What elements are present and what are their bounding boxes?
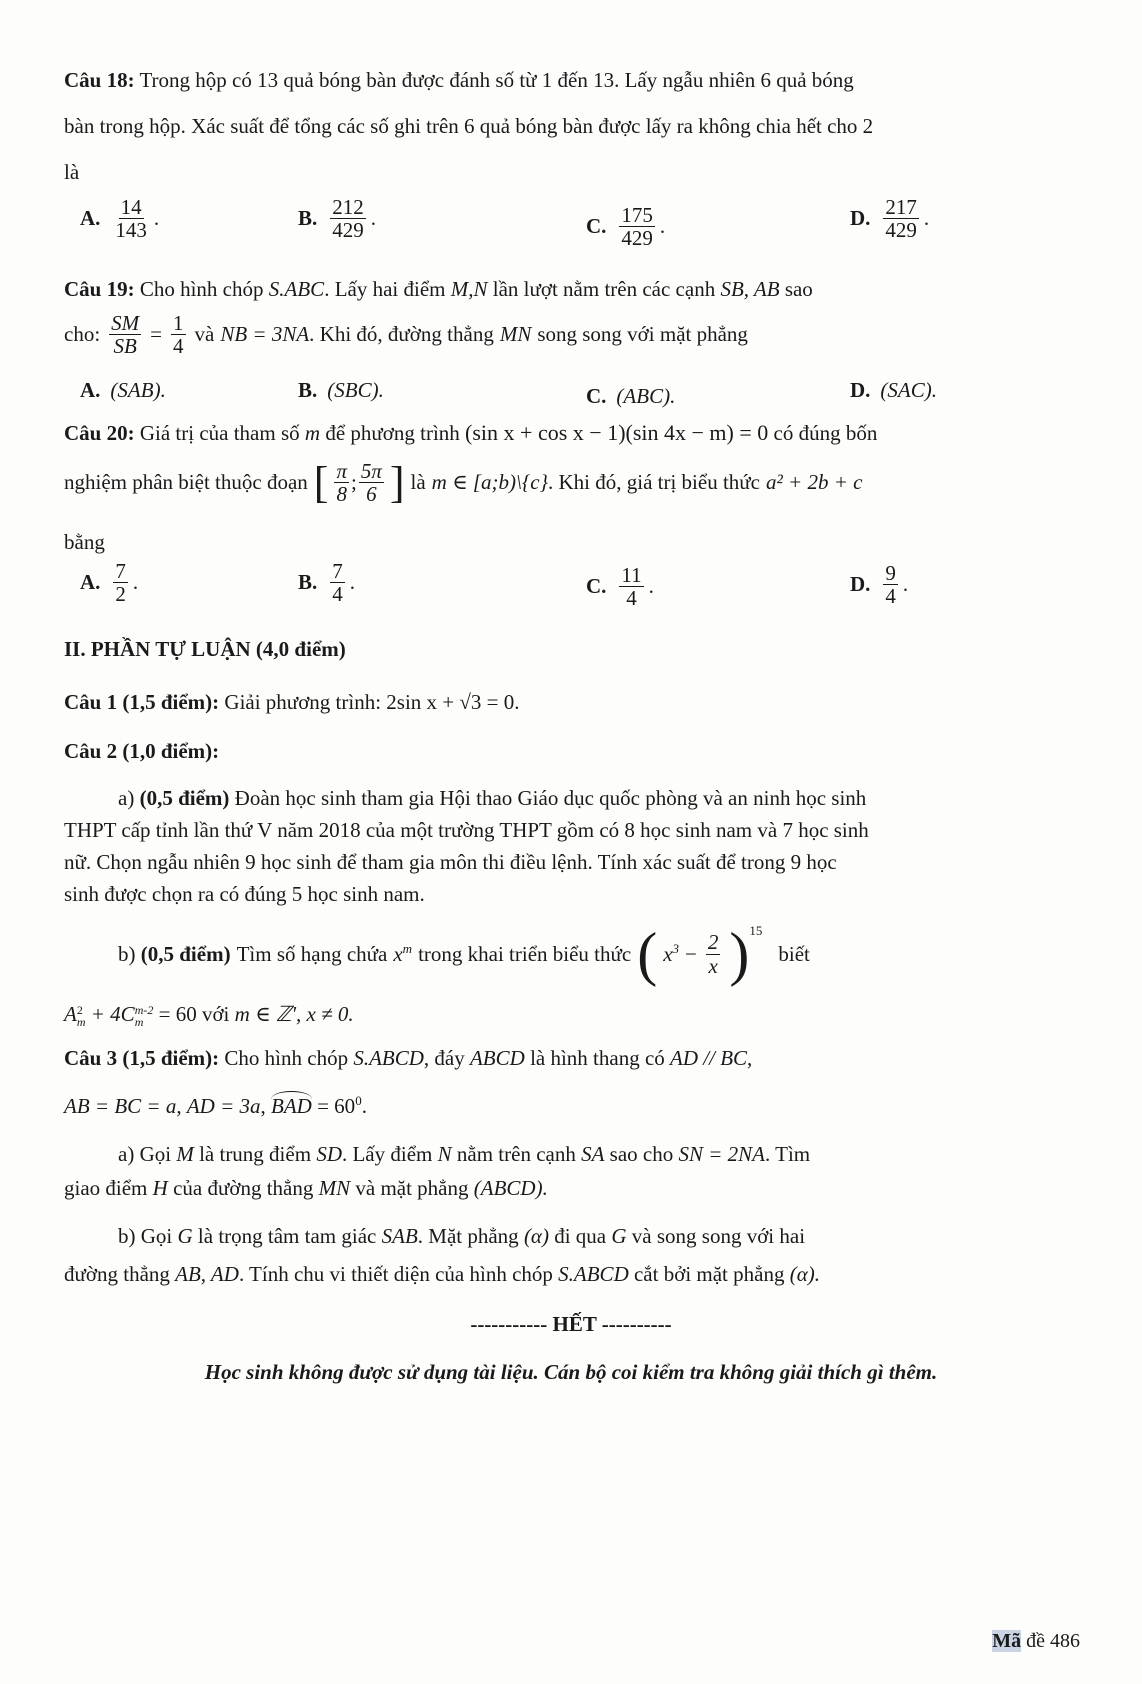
text: a) <box>118 786 140 810</box>
essay-q2b-line1 <box>118 921 810 987</box>
points: (0,5 điểm) <box>139 786 230 810</box>
fraction <box>330 196 366 241</box>
q20-option-d: D. $\frac{9}{4}$ . <box>850 561 909 609</box>
text: , <box>260 1094 272 1118</box>
math: M,N <box>450 277 488 301</box>
option-text: (SAC). <box>880 378 937 402</box>
essay-q2b-line2 <box>64 1002 354 1028</box>
math: H <box>152 1176 168 1200</box>
exam-code-label: Mã <box>992 1630 1022 1652</box>
text: nằm trên cạnh <box>456 1142 576 1166</box>
essay-q2a-line2: THPT cấp tỉnh lần thứ V năm 2018 của một trường THPT gồm có 8 học sinh nam và 7 học sinh <box>64 818 869 842</box>
text: . Tìm <box>765 1142 811 1166</box>
paren-close: ) <box>729 921 750 987</box>
q18-option-d: D. $\frac{217}{429}$ . <box>850 195 930 243</box>
math: SA <box>581 1142 605 1166</box>
text: Giá trị của tham số <box>139 421 300 445</box>
text: . Lấy hai điểm <box>324 277 446 301</box>
denominator: x <box>708 953 718 978</box>
subscript: m <box>76 1015 86 1030</box>
math: + 4C <box>85 1002 135 1026</box>
text: , <box>176 1094 187 1118</box>
text: sao <box>784 277 813 301</box>
option-label: C. <box>586 384 607 408</box>
text: và mặt phẳng <box>355 1176 469 1200</box>
fraction <box>883 196 919 241</box>
superscript: m-2 <box>134 1003 154 1018</box>
denominator: 143 <box>115 218 147 243</box>
option-text: (SAB). <box>110 378 166 402</box>
text: b) <box>118 941 141 966</box>
text: trong khai triển biểu thức <box>418 941 632 966</box>
numerator: 1 <box>173 311 184 335</box>
numerator: 9 <box>885 561 896 585</box>
text: đường thẳng <box>64 1262 170 1286</box>
option-label: B. <box>298 570 318 595</box>
essay-q2a-line1 <box>118 786 866 810</box>
exponent: 15 <box>749 923 763 938</box>
math: m ∈ ℤ', x ≠ 0. <box>234 1002 354 1026</box>
q19-line1 <box>64 277 813 301</box>
exam-note: Học sinh không được sử dụng tài liệu. Cán bộ coi kiểm tra không giải thích gì thêm. <box>204 1360 938 1384</box>
text: . Mặt phẳng <box>417 1224 519 1248</box>
math: MN <box>499 322 532 347</box>
math: G <box>177 1224 193 1248</box>
section-title: II. PHẦN TỰ LUẬN (4,0 điểm) <box>64 637 346 661</box>
fraction <box>619 564 643 609</box>
math <box>663 942 679 966</box>
denominator: SB <box>113 334 137 359</box>
denominator: 8 <box>336 482 347 507</box>
numerator: 11 <box>621 563 642 587</box>
fraction <box>619 204 655 249</box>
text: cho: <box>64 322 101 347</box>
text: giao điểm <box>64 1176 148 1200</box>
text: Tìm số hạng chứa <box>236 941 388 966</box>
math: AD = 3a <box>186 1094 261 1118</box>
option-label: B. <box>298 206 318 231</box>
fraction <box>330 560 345 605</box>
q19-option-c <box>586 384 675 409</box>
text: đi qua <box>554 1224 607 1248</box>
text: , đáy <box>423 1046 465 1070</box>
essay-q3b-line2 <box>64 1262 820 1286</box>
numerator: π <box>336 459 347 483</box>
angle: BAD <box>271 1091 312 1118</box>
essay-q3b-line1 <box>118 1224 805 1248</box>
end-marker: ----------- HẾT ---------- <box>470 1312 672 1336</box>
equation: 2sin x + √3 = 0. <box>386 690 520 714</box>
degree: 0 <box>355 1093 362 1108</box>
bracket-open: [ <box>313 457 329 507</box>
q18-line3: là <box>64 160 80 184</box>
text: . Khi đó, giá trị biểu thức <box>547 470 760 495</box>
option-label: C. <box>586 214 607 239</box>
math: (α). <box>789 1262 820 1286</box>
math: (α) <box>523 1224 549 1248</box>
paren-open: ( <box>637 921 658 987</box>
option-label: C. <box>586 574 607 599</box>
denominator: 2 <box>115 582 126 607</box>
exponent: m <box>402 940 413 956</box>
text: Đoàn học sinh tham gia Hội thao Giáo dục quốc phòng và an ninh học sinh <box>234 786 867 810</box>
numerator: 175 <box>621 203 653 227</box>
text: . Tính chu vi thiết diện của hình chóp <box>238 1262 553 1286</box>
math: SN = 2NA <box>678 1142 766 1166</box>
text: có đúng bốn <box>773 421 878 445</box>
essay-q2-label: Câu 2 (1,0 điểm): <box>64 739 220 763</box>
denominator: 4 <box>885 584 896 609</box>
text: là trung điểm <box>199 1142 312 1166</box>
essay-q3-line1 <box>64 1046 752 1070</box>
math: S.ABC <box>268 277 325 301</box>
denominator: 429 <box>621 226 653 251</box>
math: m <box>304 421 321 445</box>
denominator: 429 <box>332 218 364 243</box>
numerator: 7 <box>115 559 126 583</box>
numerator: 5π <box>360 459 382 483</box>
minus: − <box>685 941 697 966</box>
essay-q1-label: Câu 1 (1,5 điểm): <box>64 690 220 714</box>
fraction <box>883 562 898 607</box>
var: x <box>663 941 673 966</box>
essay-q1 <box>64 690 520 714</box>
var: x <box>393 941 403 966</box>
equation: (sin x + cos x − 1)(sin 4x − m) = 0 <box>465 420 769 445</box>
q19-label: Câu 19: <box>64 277 135 301</box>
text: là hình thang có <box>530 1046 665 1070</box>
math: N <box>437 1142 452 1166</box>
essay-q3-label: Câu 3 (1,5 điểm): <box>64 1046 220 1070</box>
denominator: 4 <box>173 334 184 359</box>
numerator: 7 <box>332 559 343 583</box>
text: , <box>747 1046 753 1070</box>
subscript: m <box>134 1015 144 1030</box>
text: biết <box>778 941 810 966</box>
text: nghiệm phân biệt thuộc đoạn <box>64 470 308 495</box>
math: S.ABCD <box>353 1046 424 1070</box>
text: . Lấy điểm <box>341 1142 433 1166</box>
q20-label: Câu 20: <box>64 421 135 445</box>
text: sao cho <box>609 1142 674 1166</box>
denominator: 429 <box>885 218 917 243</box>
fraction <box>113 560 128 605</box>
text: . <box>361 1094 367 1118</box>
q20-line1 <box>64 420 877 445</box>
numerator: 212 <box>332 195 364 219</box>
script <box>77 1004 86 1028</box>
q19-option-d <box>850 378 937 403</box>
math: ABCD <box>469 1046 525 1070</box>
superscript: 2 <box>76 1003 83 1018</box>
text: a) Gọi <box>118 1142 172 1166</box>
text: Cho hình chóp <box>139 277 264 301</box>
q19-line2 <box>64 312 748 357</box>
q18-label: Câu 18: <box>64 68 135 92</box>
math: SB, AB <box>720 277 780 301</box>
text: cắt bởi mặt phẳng <box>633 1262 785 1286</box>
math: (ABCD). <box>473 1176 548 1200</box>
text: của đường thẳng <box>173 1176 314 1200</box>
option-label: A. <box>80 206 101 231</box>
exam-code-text: đề 486 <box>1021 1630 1080 1652</box>
math: = 60 <box>311 1094 356 1118</box>
math <box>393 942 412 966</box>
q18-line2: bàn trong hộp. Xác suất để tổng các số ghi trên 6 quả bóng bàn được lấy ra không chia hết cho 2 <box>64 114 874 138</box>
math: M <box>176 1142 194 1166</box>
math: AB, AD <box>175 1262 239 1286</box>
text: Giải phương trình: <box>224 690 382 714</box>
math: A <box>64 1002 77 1026</box>
q20-option-b: B. $\frac{7}{4}$ . <box>298 559 356 607</box>
q20-line2 <box>64 457 863 507</box>
q20-line3: bằng <box>64 530 105 554</box>
essay-q3a-line2 <box>64 1176 548 1200</box>
option-label: B. <box>298 378 318 402</box>
q18-line1 <box>64 68 854 92</box>
q18-option-a: A. $\frac{14}{143}$ . <box>80 195 160 243</box>
math: NB = 3NA <box>220 322 310 347</box>
numerator: SM <box>111 311 140 335</box>
exam-code <box>992 1630 1080 1653</box>
text: và <box>194 322 215 347</box>
essay-q3-line2 <box>64 1094 367 1118</box>
text: để phương trình <box>325 421 460 445</box>
exponent: 3 <box>672 940 680 956</box>
option-label: A. <box>80 378 101 402</box>
text: Cho hình chóp <box>224 1046 349 1070</box>
math: m ∈ [a;b)\{c} <box>431 470 548 495</box>
fraction <box>113 196 149 241</box>
option-text: (SBC). <box>327 378 384 402</box>
fraction <box>334 460 349 505</box>
fraction <box>109 312 141 357</box>
essay-q2a-line4: sinh được chọn ra có đúng 5 học sinh nam. <box>64 882 425 906</box>
bracket-close: ] <box>389 457 405 507</box>
q20-option-a: A. $\frac{7}{2}$ . <box>80 559 139 607</box>
option-label: D. <box>850 206 871 231</box>
text: là trọng tâm tam giác <box>197 1224 377 1248</box>
math: S.ABCD <box>558 1262 629 1286</box>
q18-text1: Trong hộp có 13 quả bóng bàn được đánh số từ 1 đến 13. Lấy ngẫu nhiên 6 quả bóng <box>139 68 854 92</box>
q20-option-c: C. $\frac{11}{4}$ . <box>586 563 654 611</box>
math: a² + 2b + c <box>766 470 863 495</box>
numerator: 14 <box>120 195 142 219</box>
fraction <box>359 460 384 505</box>
math: = 60 <box>153 1002 197 1026</box>
denominator: 4 <box>332 582 343 607</box>
separator: ; <box>350 470 357 495</box>
math: SAB <box>381 1224 418 1248</box>
math: G <box>611 1224 627 1248</box>
math: SD <box>316 1142 342 1166</box>
text: với <box>201 1002 230 1026</box>
option-label: A. <box>80 570 101 595</box>
option-label: D. <box>850 572 871 597</box>
text: song song với mặt phẳng <box>537 322 748 347</box>
script <box>135 1004 154 1028</box>
text: . Khi đó, đường thẳng <box>309 322 494 347</box>
text: và song song với hai <box>631 1224 806 1248</box>
points: (0,5 điểm) <box>140 941 231 966</box>
q19-option-a <box>80 378 166 403</box>
fraction <box>706 931 721 976</box>
math: AB = BC = a <box>64 1094 177 1118</box>
essay-q3a-line1 <box>118 1142 810 1166</box>
numerator: 217 <box>885 195 917 219</box>
option-text: (ABC). <box>616 384 676 408</box>
denominator: 6 <box>366 482 377 507</box>
fraction <box>171 312 186 357</box>
q18-option-c: C. $\frac{175}{429}$ . <box>586 203 666 251</box>
text: là <box>410 470 426 495</box>
option-label: D. <box>850 378 871 402</box>
math: MN <box>318 1176 351 1200</box>
denominator: 4 <box>626 586 637 611</box>
text: b) Gọi <box>118 1224 173 1248</box>
q19-option-b <box>298 378 384 403</box>
math: AD // BC <box>670 1046 748 1070</box>
equals: = <box>150 322 162 347</box>
numerator: 2 <box>707 930 719 955</box>
text: lần lượt nằm trên các cạnh <box>492 277 716 301</box>
q18-option-b: B. $\frac{212}{429}$ . <box>298 195 377 243</box>
essay-q2a-line3: nữ. Chọn ngẫu nhiên 9 học sinh để tham gia môn thi điều lệnh. Tính xác suất để trong 9 học <box>64 850 837 874</box>
